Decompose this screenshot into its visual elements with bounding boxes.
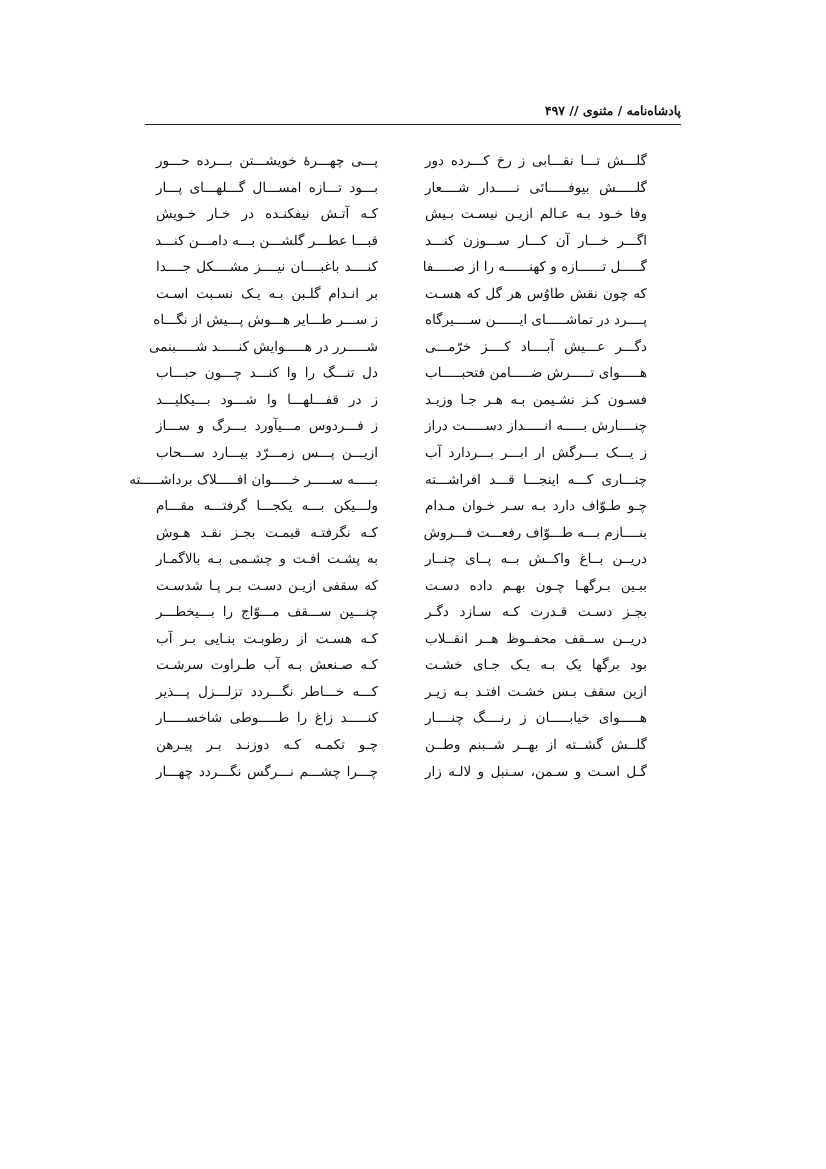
verse-hemistich: که سقفی ازیـن دسـت بـر پـا شدسـت (156, 577, 378, 594)
verse-hemistich: ز در قفـــلهـــا وا شـــود بـــیکلیـــد (156, 391, 378, 408)
verse-hemistich: ز فـــردوس مـــیآورد بـــرگ و ســـاز (156, 418, 378, 435)
running-header: پادشاه‌نامه / مثنوی // ۴۹۷ (544, 103, 681, 118)
verse-hemistich: ازیـــن پـــس زمـــرّد بیـــارد ســـحاب (156, 445, 378, 462)
verse-hemistich: کنــــد باغبــــان نیــــز مشــــکل جــــدا (156, 259, 378, 276)
verse-hemistich: کـــه خـــاطر نگـــردد تزلـــزل پـــذیر (156, 683, 378, 700)
verse-hemistich: گلــش گشــته از بهــر شــبنم وطــن (425, 737, 647, 754)
verse-hemistich: چنـــاری کـــه اینجـــا قـــد افراشـــته (425, 471, 647, 488)
verse-hemistich: دریــن ســقف محفــوظ هــر انقــلاب (425, 630, 647, 647)
verse-hemistich: کـه هسـت از رطوبـت بنـایی بـر آب (156, 630, 378, 647)
verse-hemistich: قبـــا عطـــر گلشـــن بـــه دامـــن کنـــد (155, 232, 378, 249)
verse-hemistich: کـه صـنعش بـه آب طـراوت سرشـت (156, 657, 378, 674)
verse-hemistich: هـــــوای خیابـــــان ز رنــــگ چنــــار (425, 710, 647, 727)
verse-hemistich: گـل اسـت و سـمن، سـنبل و لالـه زار (425, 763, 647, 780)
verse-hemistich: بـــــه ســـــر خـــــوان افـــــلاک برداشـــــته (129, 471, 378, 488)
verse-hemistich: گلـــش تـــا نقـــابی ز رخ کـــرده دور (425, 153, 647, 169)
verse-hemistich: ز یـــک بـــرگش ار ابـــر بـــردارد آب (425, 445, 647, 462)
verse-hemistich: ولـــیکن بـــه یکجـــا گرفتـــه مقـــام (156, 498, 378, 515)
verse-hemistich: دریــن بــاغ واکــش بــه پــای چنــار (425, 551, 647, 568)
verse-hemistich: کنـــــد زاغ را طـــــوطی شاخســـــار (156, 710, 378, 727)
verse-hemistich: ببـین بـرگهـا چـون بهـم داده دسـت (425, 577, 647, 594)
verse-hemistich: به پشـت افـت و چشـمی بـه بالاگمـار (156, 551, 378, 568)
verse-hemistich: چـو طـوّاف دارد بـه سـر خـوان مـدام (425, 498, 647, 515)
verse-hemistich: که چون نقش طاوُس هر گل که هسـت (425, 285, 647, 302)
verse-hemistich: ز ســـر طـــایر هـــوش پـــیش از نگـــاه (153, 312, 378, 329)
verse-hemistich: چنــــارش بـــــه انـــــداز دســـــت دراز (425, 418, 647, 435)
verse-hemistich: بـــود تـــازه امســـال گـــلهـــای پـــار (156, 179, 378, 196)
verse-hemistich: ازین سقف بـس خشـت افتـد بـه زیـر (425, 683, 647, 700)
verse-hemistich: بر انـدام گلـبن بـه یـک نسـبت اسـت (156, 285, 378, 302)
verse-hemistich: دل تنـــگ را وا کنـــد چـــون حبـــاب (156, 365, 378, 382)
poem-column-left (129, 148, 378, 785)
verse-hemistich: گـــــل تــــــازه و کهنــــــه را از صـــــفا (422, 259, 647, 276)
verse-hemistich: کـه نگرفتـه قیمـت بجـز نقـد هـوش (156, 524, 378, 541)
verse-hemistich: شـــــرر در هـــــوایش کنـــــد شـــــبنمی (149, 338, 378, 355)
verse-hemistich: بود برگها یک بـه یـک جـای خشـت (425, 657, 647, 674)
verse-hemistich: چـو تکمـه کـه دوزنـد بـر پیـرهن (156, 737, 378, 754)
verse-hemistich: کـه آتـش نیفکنـده در خـار خـویش (156, 206, 378, 223)
header-rule (145, 124, 681, 125)
verse-hemistich: فسـون کـز نشـیمن بـه هـر جـا وزیـد (425, 391, 647, 408)
verse-hemistich: دگـــر عـــیش آبــــاد کــــز خرّمـــی (425, 338, 647, 355)
verse-hemistich: وفا خـود بـه عـالم ازیـن نیسـت بـیش (425, 206, 647, 223)
verse-hemistich: اگـــر خـــار آن کـــار ســـوزن کنـــد (425, 232, 647, 249)
verse-hemistich: چنـــین ســـقف مـــوّاج را بـــیخطـــر (156, 604, 378, 621)
verse-hemistich: بجـز دسـت قـدرت کـه سـازد دگـر (425, 604, 647, 621)
verse-hemistich: چـــرا چشـــم نـــرگس نگـــردد چهـــار (156, 763, 378, 780)
poem-column-right (422, 148, 647, 785)
verse-hemistich: پـــی چهـــرۀ خویشـــتن بـــرده حـــور (156, 153, 378, 169)
verse-hemistich: بنــــازم بـــه طـــوّاف رفعـــت فـــروش (423, 524, 647, 541)
verse-hemistich: گلـــــش بیوفـــــائی نـــــدار شــــعار (425, 179, 647, 196)
verse-hemistich: پــــرد در تماشـــــای ایــــــن ســــیرگاه (425, 312, 647, 329)
verse-hemistich: هـــــوای تـــــرش ضـــــامن فتحبـــــاب (425, 365, 647, 382)
